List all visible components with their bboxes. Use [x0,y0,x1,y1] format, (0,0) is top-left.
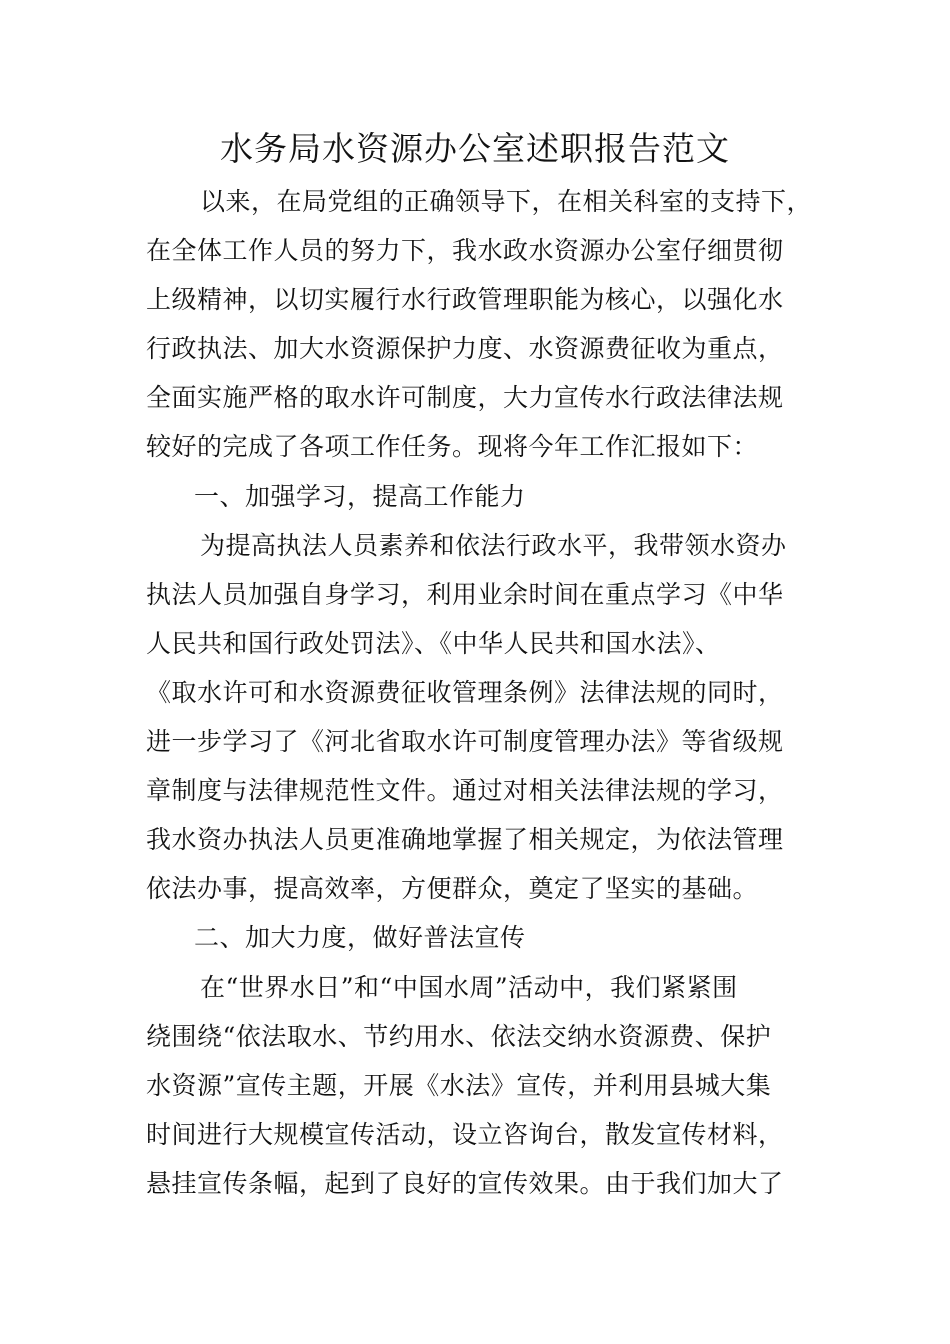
section-heading: 一、加强学习，提高工作能力 [194,481,526,511]
text-line: 执法人员加强自身学习，利用业余时间在重点学习《中华 [146,579,784,609]
text-line: 在全体工作人员的努力下，我水政水资源办公室仔细贯彻 [146,236,784,266]
text-line: 章制度与法律规范性文件。通过对相关法律法规的学习， [146,776,784,806]
text-line: 依法办事，提高效率，方便群众，奠定了坚实的基础。 [146,874,759,904]
text-line: 全面实施严格的取水许可制度，大力宣传水行政法律法规 [146,383,784,413]
text-line: 进一步学习了《河北省取水许可制度管理办法》等省级规 [146,727,784,757]
text-line: 较好的完成了各项工作任务。现将今年工作汇报如下： [146,432,759,462]
text-line: 水资源”宣传主题，开展《水法》宣传，并利用县城大集 [146,1070,772,1100]
text-line: 绕围绕“依法取水、节约用水、依法交纳水资源费、保护 [146,1021,772,1051]
text-line: 悬挂宣传条幅，起到了良好的宣传效果。由于我们加大了 [146,1168,784,1198]
text-line: 《取水许可和水资源费征收管理条例》法律法规的同时， [146,677,784,707]
text-line: 为提高执法人员素养和依法行政水平，我带领水资办 [200,530,787,560]
document-body [146,177,826,1208]
document-title: 水务局水资源办公室述职报告范文 [220,129,730,168]
text-line: 行政执法、加大水资源保护力度、水资源费征收为重点， [146,334,784,364]
text-line: 上级精神，以切实履行水行政管理职能为核心，以强化水 [146,285,784,315]
text-line: 在“世界水日”和“中国水周”活动中，我们紧紧围 [200,972,738,1002]
text-line: 我水资办执法人员更准确地掌握了相关规定，为依法管理 [146,825,784,855]
text-line: 以来，在局党组的正确领导下，在相关科室的支持下， [200,187,813,216]
text-line: 时间进行大规模宣传活动，设立咨询台，散发宣传材料， [146,1119,784,1149]
section-heading: 二、加大力度，做好普法宣传 [194,923,526,953]
text-line: 人民共和国行政处罚法》、《中华人民共和国水法》、 [146,628,721,658]
